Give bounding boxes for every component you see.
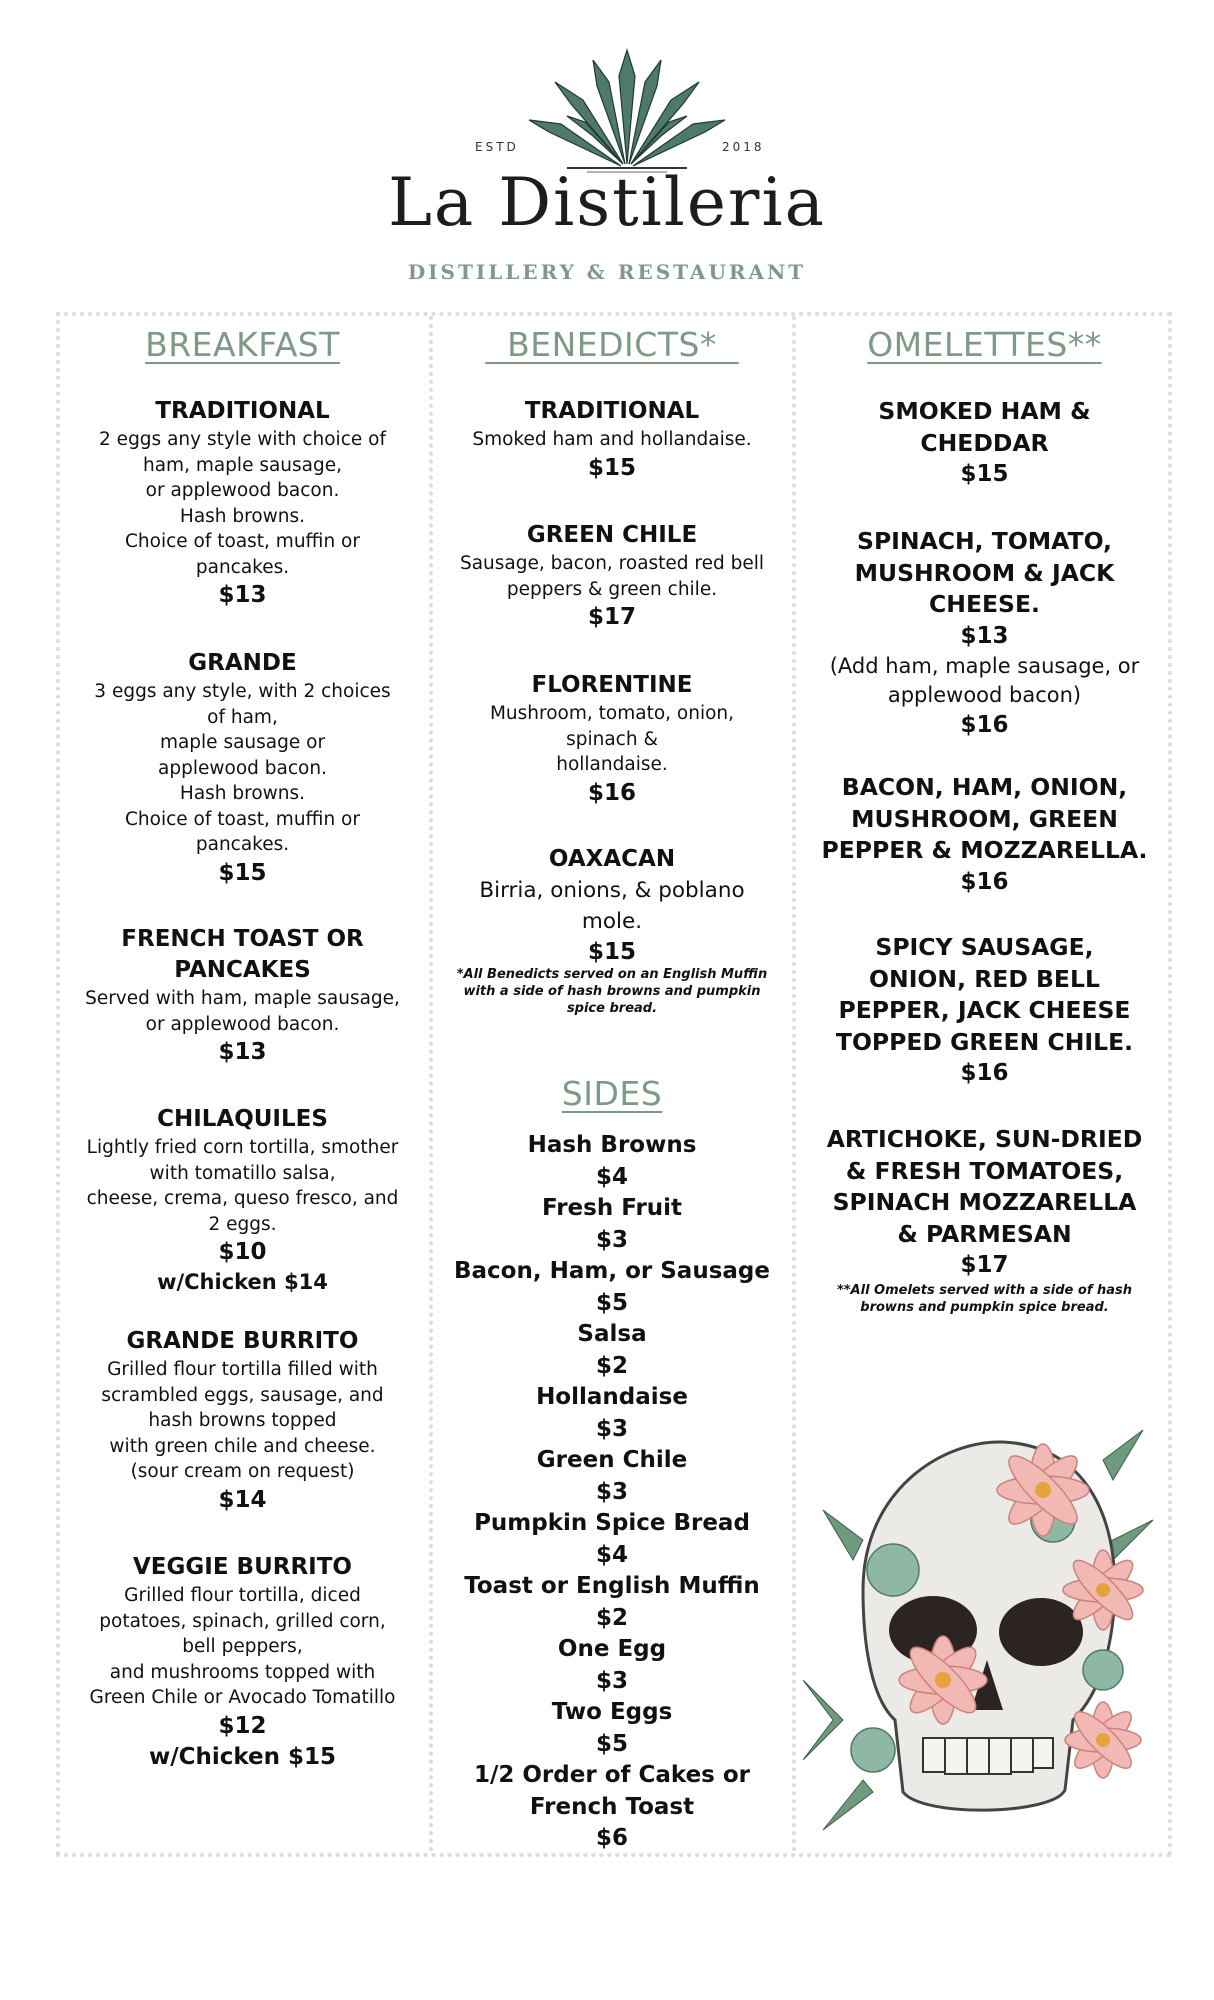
item-name: SPINACH, TOMATO, MUSHROOM & JACK CHEESE. <box>854 527 1115 618</box>
item-price: $15 <box>587 939 636 965</box>
item-price: $16 <box>587 779 636 806</box>
side-name: Pumpkin Spice Bread <box>474 1510 750 1536</box>
side-name: Toast or English Muffin <box>464 1573 760 1599</box>
column-divider <box>792 316 796 1853</box>
item-description: Mushroom, tomato, onion, spinach & hollandaise. <box>489 703 735 775</box>
item-description: Lightly fried corn tortilla, smother with tomatillo salsa, cheese, crema, queso fresco, and 2 eggs. <box>86 1137 399 1235</box>
item-name: VEGGIE BURRITO <box>133 1554 352 1580</box>
menu-item <box>800 396 1169 490</box>
column-divider <box>429 316 433 1853</box>
item-description: Served with ham, maple sausage, or applewood bacon. <box>85 988 400 1035</box>
menu-item <box>800 526 1169 741</box>
item-price: $13 <box>218 1039 267 1065</box>
item-price: $14 <box>218 1486 267 1513</box>
tagline: DISTILLERY & RESTAURANT <box>407 260 807 284</box>
breakfast-title: BREAKFAST <box>145 325 340 364</box>
side-price: $2 <box>595 1604 628 1631</box>
logo <box>0 40 1214 290</box>
breakfast-column <box>60 312 425 1857</box>
menu-item <box>60 924 425 1068</box>
item-name: TRADITIONAL <box>524 398 700 424</box>
side-item <box>437 1634 787 1697</box>
menu-item <box>437 520 787 633</box>
item-price: $17 <box>587 604 636 630</box>
item-price: $10 <box>218 1239 267 1265</box>
item-price: $13 <box>960 622 1009 649</box>
side-item <box>437 1697 787 1760</box>
side-name: Hollandaise <box>536 1384 688 1410</box>
sides-list <box>437 1130 787 1855</box>
item-price: $13 <box>218 582 267 608</box>
item-price: $16 <box>960 868 1009 895</box>
floral-skull-icon <box>803 1420 1165 1838</box>
menu-item <box>60 648 425 889</box>
omelettes-title: OMELETTES** <box>867 325 1102 364</box>
item-price: $15 <box>218 859 267 886</box>
item-extra-price: w/Chicken $15 <box>148 1743 337 1770</box>
item-name: SMOKED HAM & CHEDDAR <box>878 397 1091 457</box>
side-name: Bacon, Ham, or Sausage <box>454 1258 770 1284</box>
item-name: ARTICHOKE, SUN-DRIED & FRESH TOMATOES, SPINACH MOZZARELLA & PARMESAN <box>826 1125 1143 1248</box>
item-description: Grilled flour tortilla, diced potatoes, spinach, grilled corn, bell peppers, and mushrooms topped with Green Chile or Avocado Tomatillo <box>89 1585 396 1708</box>
side-price: $6 <box>595 1825 628 1851</box>
item-price: $15 <box>960 461 1009 487</box>
side-name: 1/2 Order of Cakes or French Toast <box>473 1762 751 1820</box>
side-item <box>437 1382 787 1445</box>
side-item <box>437 1130 787 1193</box>
item-description: Grilled flour tortilla filled with scrambled eggs, sausage, and hash browns topped with green chile and cheese. (sour cream on request) <box>101 1359 384 1482</box>
item-description: Smoked ham and hollandaise. <box>472 429 752 450</box>
menu-item <box>800 932 1169 1089</box>
item-extra-price: w/Chicken $14 <box>157 1270 328 1294</box>
brand-name: La Distileria <box>388 164 826 241</box>
item-name: GRANDE BURRITO <box>126 1328 359 1354</box>
side-price: $3 <box>595 1667 628 1694</box>
side-price: $5 <box>595 1730 628 1757</box>
side-price: $3 <box>595 1478 628 1505</box>
side-name: Green Chile <box>536 1447 688 1473</box>
side-item <box>437 1445 787 1508</box>
side-name: Salsa <box>577 1321 647 1347</box>
menu-item <box>60 1104 425 1297</box>
menu-item <box>437 670 787 809</box>
menu-item <box>60 396 425 611</box>
item-description: Sausage, bacon, roasted red bell peppers & green chile. <box>459 553 765 600</box>
side-item <box>437 1571 787 1634</box>
side-item <box>437 1508 787 1571</box>
item-name: FLORENTINE <box>531 672 693 698</box>
side-name: One Egg <box>557 1636 667 1662</box>
estd-label: ESTD <box>475 140 519 154</box>
side-item <box>437 1319 787 1382</box>
menu-item <box>800 1124 1169 1281</box>
item-price: $15 <box>587 454 636 481</box>
item-price: $12 <box>218 1712 267 1739</box>
side-price: $3 <box>595 1415 628 1442</box>
item-price: $16 <box>960 1060 1009 1086</box>
year-label: 2018 <box>722 140 765 154</box>
menu-item <box>437 844 787 968</box>
side-price: $4 <box>595 1163 628 1190</box>
item-name: TRADITIONAL <box>155 398 330 424</box>
menu-item <box>60 1326 425 1516</box>
menu-item <box>800 772 1169 898</box>
side-price: $3 <box>595 1226 628 1253</box>
benedicts-title: BENEDICTS* <box>485 325 739 364</box>
sides-title-text: SIDES <box>561 1074 663 1113</box>
side-price: $5 <box>595 1289 628 1316</box>
item-description: Birria, onions, & poblano mole. <box>479 878 745 934</box>
item-name: FRENCH TOAST OR PANCAKES <box>121 926 364 983</box>
item-description: 2 eggs any style with choice of ham, maple sausage, or applewood bacon. Hash browns. Choice of toast, muffin or pancakes. <box>99 429 386 578</box>
side-item <box>437 1256 787 1319</box>
benedicts-note: *All Benedicts served on an English Muffin with a side of hash browns and pumpkin spice bread. <box>456 967 768 1016</box>
side-name: Hash Browns <box>527 1132 697 1158</box>
item-name: SPICY SAUSAGE, ONION, RED BELL PEPPER, JACK CHEESE TOPPED GREEN CHILE. <box>835 933 1134 1056</box>
side-price: $4 <box>595 1541 628 1568</box>
item-price: $17 <box>960 1252 1009 1278</box>
menu-item <box>437 396 787 484</box>
side-item <box>437 1760 787 1855</box>
omelettes-note: **All Omelets served with a side of hash browns and pumpkin spice bread. <box>836 1283 1133 1315</box>
side-price: $2 <box>595 1352 628 1379</box>
item-name: BACON, HAM, ONION, MUSHROOM, GREEN PEPPER & MOZZARELLA. <box>821 773 1148 864</box>
item-name: GRANDE <box>188 650 297 676</box>
item-name: GREEN CHILE <box>526 522 698 548</box>
side-name: Fresh Fruit <box>541 1195 683 1221</box>
item-name: OAXACAN <box>548 846 676 872</box>
item-description: (Add ham, maple sausage, or applewood bacon) <box>829 653 1140 707</box>
side-item <box>437 1193 787 1256</box>
menu-item <box>60 1552 425 1773</box>
sides-title <box>437 1074 787 1113</box>
benedicts-column <box>437 312 787 1857</box>
side-name: Two Eggs <box>551 1699 673 1725</box>
item-price: $16 <box>960 711 1009 738</box>
item-name: CHILAQUILES <box>157 1106 328 1132</box>
agave-icon <box>527 46 727 174</box>
item-description: 3 eggs any style, with 2 choices of ham, maple sausage or applewood bacon. Hash browns. Choice of toast, muffin or pancakes. <box>94 681 391 855</box>
